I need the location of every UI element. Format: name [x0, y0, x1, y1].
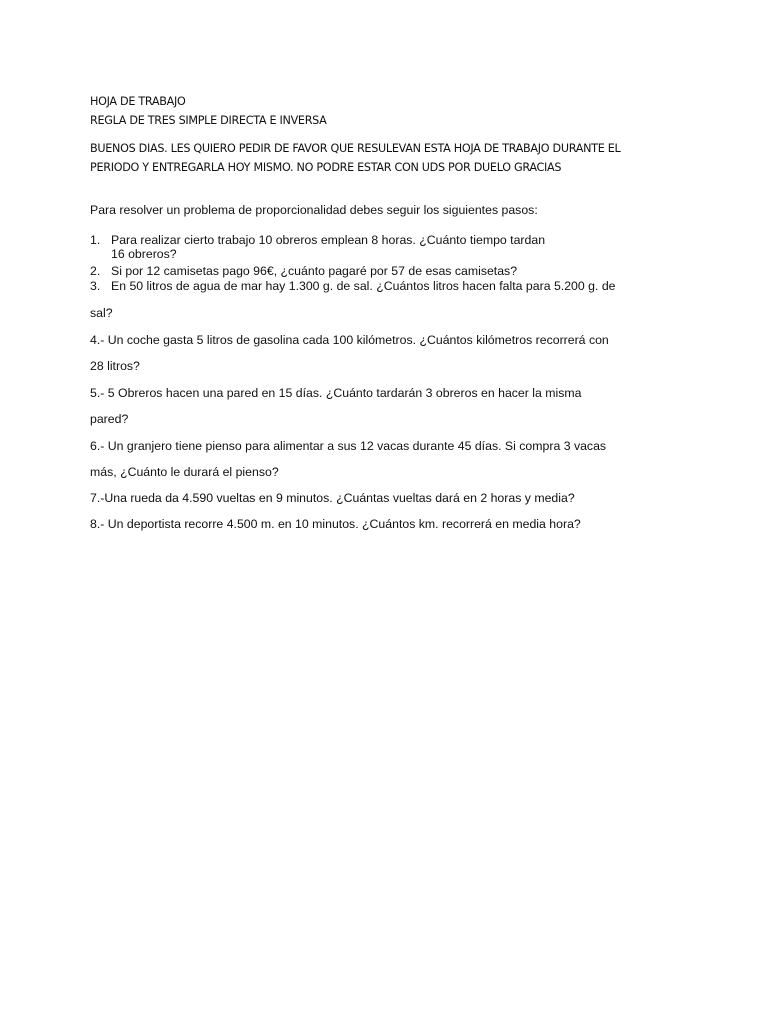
list-item-number: 1. [90, 233, 101, 247]
problem-5: 5.- 5 Obreros hacen una pared en 15 días. ¿Cuánto tardarán 3 obreros en hacer la misma [90, 386, 582, 400]
intro-text: Para resolver un problema de proporcionalidad debes seguir los siguientes pasos: [90, 203, 538, 217]
list-item-text: En 50 litros de agua de mar hay 1.300 g. de sal. ¿Cuántos litros hacen falta para 5.200 g. de [111, 279, 616, 293]
list-item-text: Si por 12 camisetas pago 96€, ¿cuánto pagaré por 57 de esas camisetas? [111, 264, 518, 278]
problem-4-cont: 28 litros? [90, 359, 140, 373]
list-item-number: 3. [90, 279, 101, 293]
problem-6: 6.- Un granjero tiene pienso para alimentar a sus 12 vacas durante 45 días. Si compra 3 vacas [90, 439, 607, 453]
list-item-text: Para realizar cierto trabajo 10 obreros emplean 8 horas. ¿Cuánto tiempo tardan [111, 233, 546, 247]
note-line-1: BUENOS DIAS. LES QUIERO PEDIR DE FAVOR QUE RESULEVAN ESTA HOJA DE TRABAJO DURANTE EL [90, 142, 621, 155]
problem-4: 4.- Un coche gasta 5 litros de gasolina cada 100 kilómetros. ¿Cuántos kilómetros recorrerá con [90, 333, 609, 347]
list-item-number: 2. [90, 264, 101, 278]
note-line-2: PERIODO Y ENTREGARLA HOY MISMO. NO PODRE ESTAR CON UDS POR DUELO GRACIAS [90, 161, 562, 174]
problem-6-cont: más, ¿Cuánto le durará el pienso? [90, 465, 279, 479]
problem-5-cont: pared? [90, 412, 129, 426]
problem-8: 8.- Un deportista recorre 4.500 m. en 10 minutos. ¿Cuántos km. recorrerá en media hora? [90, 517, 581, 531]
doc-title: HOJA DE TRABAJO [90, 95, 186, 108]
doc-subtitle: REGLA DE TRES SIMPLE DIRECTA E INVERSA [90, 114, 327, 127]
list-item-text-cont: 16 obreros? [111, 247, 177, 261]
problem-7: 7.-Una rueda da 4.590 vueltas en 9 minutos. ¿Cuántas vueltas dará en 2 horas y media? [90, 491, 575, 505]
list-item-text-cont: sal? [90, 306, 113, 320]
